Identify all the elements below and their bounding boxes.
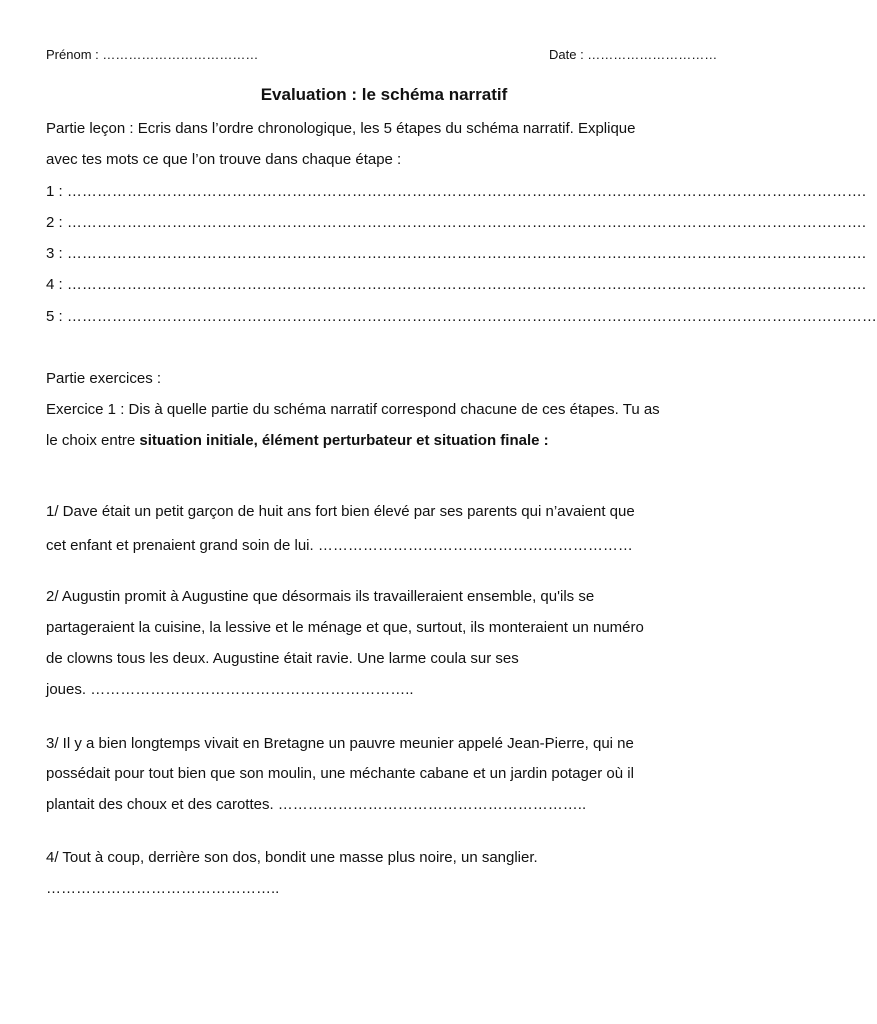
- answer-line-3: 3 : …………………………………………………………………………………………………………………………………………….: [46, 245, 867, 262]
- item1-line1: 1/ Dave était un petit garçon de huit ans fort bien élevé par ses parents qui n’avaient que: [46, 503, 635, 520]
- answer-line-2: 2 : …………………………………………………………………………………………………………………………………………….: [46, 214, 867, 231]
- item4-line2: ………………………………………..: [46, 880, 280, 897]
- item2-line2: partageraient la cuisine, la lessive et le ménage et que, surtout, ils monteraient un numéro: [46, 619, 644, 636]
- exercise1-instruction-line1: [46, 401, 660, 418]
- page-title: Evaluation : le schéma narratif: [260, 85, 508, 104]
- exercise1-text: Dis à quelle partie du schéma narratif correspond chacune de ces étapes. Tu as: [124, 401, 660, 418]
- item2-line4: joues. ………………………………………………………..: [46, 681, 414, 698]
- answer-line-4: 4 : …………………………………………………………………………………………………………………………………………….: [46, 276, 867, 293]
- exercise1-choices: situation initiale, élément perturbateur et situation finale :: [139, 432, 549, 449]
- answer-line-1: 1 : …………………………………………………………………………………………………………………………………………….: [46, 183, 867, 200]
- item3-line2: possédait pour tout bien que son moulin, une méchante cabane et un jardin potager où il: [46, 765, 634, 782]
- exercise1-instruction-line2: [46, 432, 549, 449]
- date-field: Date : …………………………: [549, 47, 718, 62]
- item4-line1: 4/ Tout à coup, derrière son dos, bondit une masse plus noire, un sanglier.: [46, 849, 538, 866]
- item1-line2: cet enfant et prenaient grand soin de lui. ………………………………………………………: [46, 537, 633, 554]
- item2-line1: 2/ Augustin promit à Augustine que désormais ils travailleraient ensemble, qu'ils se: [46, 588, 595, 605]
- prenom-field: Prénom : ………………………………: [46, 47, 259, 62]
- item3-line1: 3/ Il y a bien longtemps vivait en Bretagne un pauvre meunier appelé Jean-Pierre, qui ne: [46, 735, 634, 752]
- lesson-instruction-line2: avec tes mots ce que l’on trouve dans chaque étape :: [46, 151, 402, 168]
- item3-line3: plantait des choux et des carottes. ……………………………………………………..: [46, 796, 587, 813]
- answer-line-5: 5 : ………………………………………………………………………………………………………………………………………………: [46, 308, 877, 325]
- exercises-heading: Partie exercices :: [46, 370, 162, 387]
- item2-line3: de clowns tous les deux. Augustine était ravie. Une larme coula sur ses: [46, 650, 519, 667]
- exercise1-choice-prefix: le choix entre: [46, 432, 140, 449]
- lesson-instruction-line1: Partie leçon : Ecris dans l’ordre chronologique, les 5 étapes du schéma narratif. Explique: [46, 120, 636, 137]
- exercise1-label: Exercice 1 :: [46, 401, 125, 418]
